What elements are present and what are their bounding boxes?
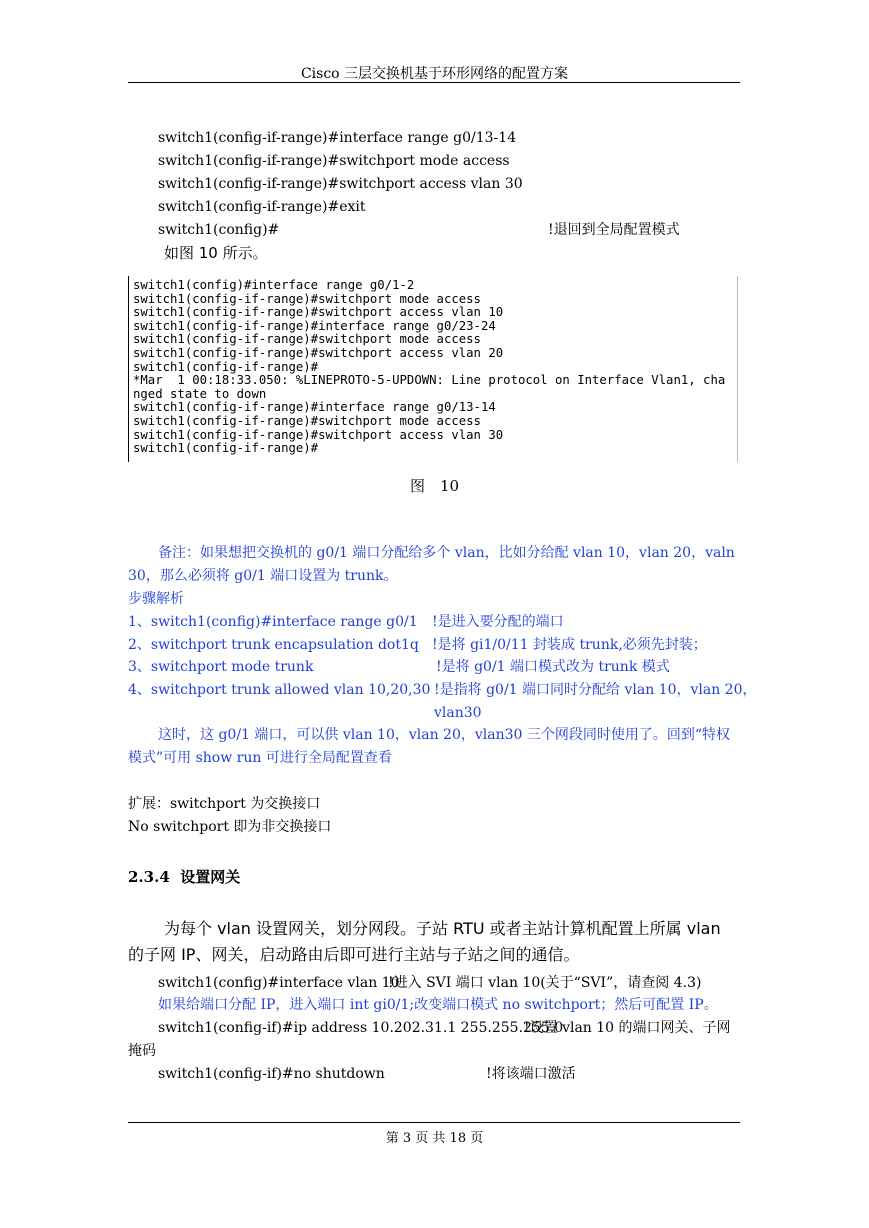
section-heading (128, 866, 240, 887)
step-description-cont: vlan30 (434, 705, 482, 721)
terminal-line: switch1(config-if-range)#interface range g0/13-14 (133, 400, 496, 415)
terminal-line: switch1(config-if-range)#switchport mode access (133, 413, 481, 428)
command-line: switch1(config)# (158, 222, 280, 238)
command-comment: !退回到全局配置模式 (548, 222, 680, 238)
command-line: switch1(config-if)#ip address 10.202.31.1 255.255.255.0 (158, 1020, 564, 1036)
body-paragraph-line: 为每个 vlan 设置网关，划分网段。子站 RTU 或者主站计算机配置上所属 vlan (164, 919, 721, 938)
note-line: 备注：如果想把交换机的 g0/1 端口分配给多个 vlan，比如分给配 vlan 10，vlan 20，valn (158, 545, 735, 561)
step-command: 2、switchport trunk encapsulation dot1q (128, 637, 419, 653)
command-comment: !设置 vlan 10 的端口网关、子网 (524, 1020, 731, 1036)
steps-title: 步骤解析 (128, 591, 184, 607)
extension-line: 扩展：switchport 为交换接口 (128, 796, 321, 812)
summary-line: 这时，这 g0/1 端口，可以供 vlan 10，vlan 20，vlan30 三个网段同时使用了。回到“特权 (158, 727, 731, 743)
command-comment: !将该端口激活 (486, 1066, 576, 1082)
terminal-line: nged state to down (133, 386, 267, 401)
command-line: switch1(config-if-range)#switchport mode access (158, 153, 510, 169)
section-title: 设置网关 (180, 868, 241, 886)
step-command: 1、switch1(config)#interface range g0/1 (128, 614, 418, 630)
terminal-line: switch1(config-if-range)#switchport access vlan 10 (133, 305, 504, 320)
terminal-line: switch1(config)#interface range g0/1-2 (133, 278, 415, 292)
footer-rule (128, 1122, 740, 1123)
body-paragraph-line: 的子网 IP、网关，启动路由后即可进行主站与子站之间的通信。 (128, 945, 580, 964)
terminal-line: switch1(config-if-range)# (133, 441, 319, 456)
note-line: 30，那么必须将 g0/1 端口设置为 trunk。 (128, 568, 398, 584)
step-command: 3、switchport mode trunk (128, 659, 314, 675)
terminal-line: switch1(config-if-range)#switchport mode access (133, 291, 481, 306)
page-footer: 第 3 页 共 18 页 (385, 1131, 484, 1146)
terminal-screenshot (128, 276, 738, 462)
page-header-title: Cisco 三层交换机基于环形网络的配置方案 (300, 66, 569, 82)
step-description: !是指将 g0/1 端口同时分配给 vlan 10，vlan 20， (434, 682, 757, 698)
command-comment: !进入 SVI 端口 vlan 10(关于“SVI”，请查阅 4.3) (388, 975, 702, 991)
command-line: switch1(config-if)#no shutdown (158, 1066, 385, 1082)
ip-note: 如果给端口分配 IP，进入端口 int gi0/1;改变端口模式 no switchport；然后可配置 IP。 (158, 997, 718, 1013)
terminal-line: switch1(config-if-range)#switchport access vlan 20 (133, 345, 504, 360)
section-number: 2.3.4 (128, 868, 170, 886)
terminal-line: switch1(config-if-range)#switchport access vlan 30 (133, 427, 504, 442)
step-command: 4、switchport trunk allowed vlan 10,20,30 (128, 682, 431, 698)
command-line: switch1(config-if-range)#switchport access vlan 30 (158, 176, 523, 192)
step-description: !是将 g0/1 端口模式改为 trunk 模式 (436, 659, 670, 675)
command-line: switch1(config-if-range)#interface range g0/13-14 (158, 130, 517, 146)
command-line: switch1(config)#interface vlan 10 (158, 975, 400, 991)
terminal-line: *Mar 1 00:18:33.050: %LINEPROTO-5-UPDOWN: Line protocol on Interface Vlan1, cha (133, 373, 726, 388)
step-description: !是将 gi1/0/11 封装成 trunk,必须先封装； (432, 637, 707, 653)
terminal-line: switch1(config-if-range)#interface range g0/23-24 (133, 318, 496, 333)
step-description: !是进入要分配的端口 (432, 614, 564, 630)
terminal-line: switch1(config-if-range)# (133, 359, 319, 374)
figure-reference: 如图 10 所示。 (164, 244, 268, 262)
header-rule (128, 82, 740, 83)
figure-caption: 图 10 (409, 477, 460, 495)
command-line: switch1(config-if-range)#exit (158, 199, 366, 215)
extension-line: No switchport 即为非交换接口 (128, 819, 332, 835)
terminal-line: switch1(config-if-range)#switchport mode access (133, 332, 481, 347)
summary-line: 模式”可用 show run 可进行全局配置查看 (128, 750, 392, 766)
command-comment-cont: 掩码 (128, 1043, 156, 1059)
